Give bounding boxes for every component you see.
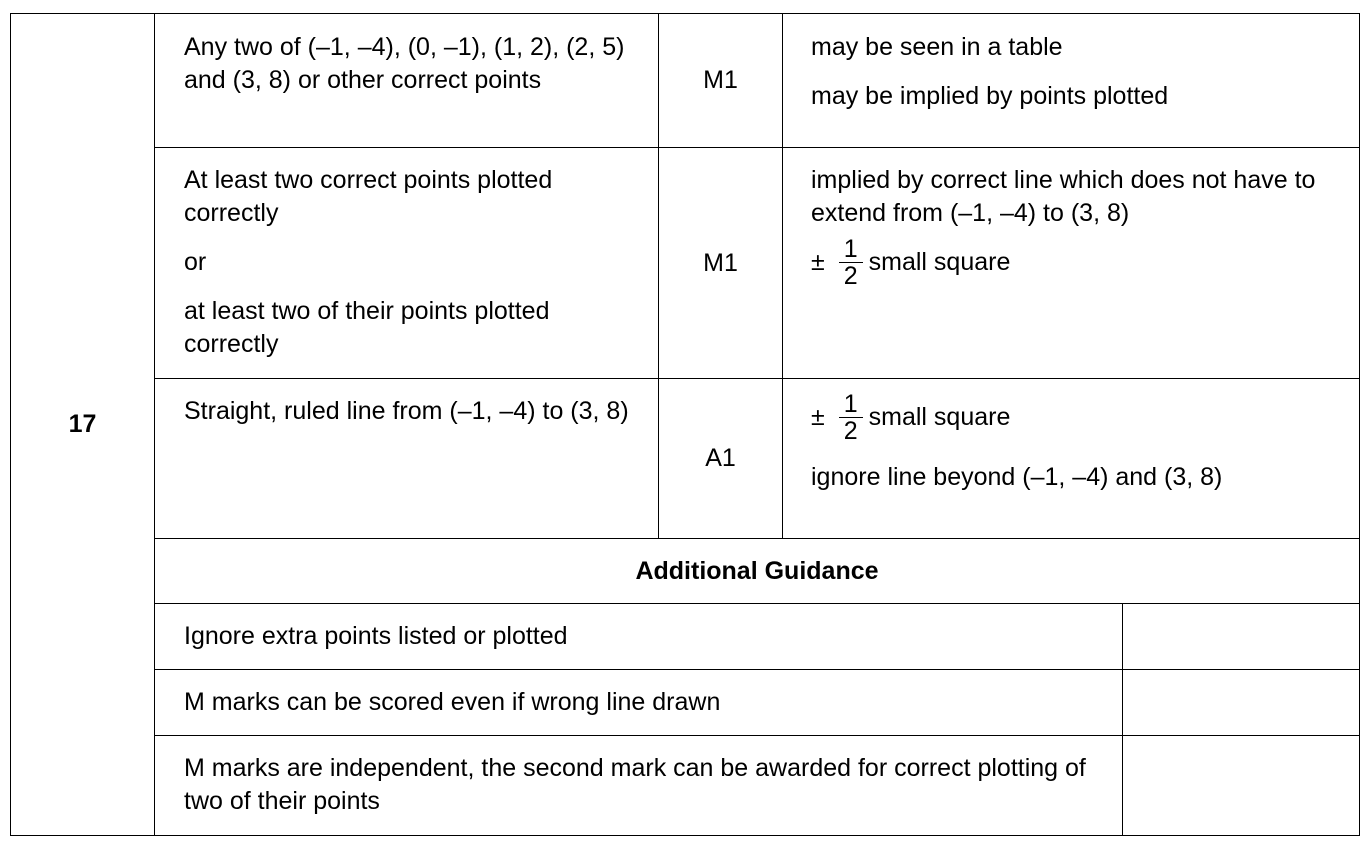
comment-text: may be seen in a table — [811, 33, 1063, 61]
guidance-text-cell — [155, 670, 1123, 736]
guidance-heading-row — [11, 539, 1360, 604]
fraction — [839, 389, 863, 445]
guidance-text: Ignore extra points listed or plotted — [184, 622, 568, 650]
comment-cell-3 — [783, 379, 1360, 539]
working-text: Any two of (–1, –4), (0, –1), (1, 2), (2, 5) and (3, 8) or other correct points — [184, 33, 625, 94]
guidance-row — [11, 736, 1360, 836]
plus-minus-symbol: ± — [811, 402, 825, 431]
working-text: or — [184, 248, 207, 276]
plus-minus-symbol: ± — [811, 247, 825, 276]
working-cell-2 — [155, 148, 659, 379]
comment-text: ignore line beyond (–1, –4) and (3, 8) — [811, 463, 1223, 491]
working-text: At least two correct points plotted correctly — [184, 166, 553, 227]
mark-label: A1 — [705, 444, 736, 472]
comment-text: may be implied by points plotted — [811, 82, 1169, 110]
mark-cell-3 — [659, 379, 783, 539]
working-text: Straight, ruled line from (–1, –4) to (3, 8) — [184, 397, 629, 425]
fraction-denominator: 2 — [843, 261, 858, 290]
guidance-text: M marks can be scored even if wrong line drawn — [184, 688, 721, 716]
question-number-cell — [11, 14, 155, 836]
guidance-heading: Additional Guidance — [635, 556, 879, 585]
guidance-row — [11, 604, 1360, 670]
mark-cell-1 — [659, 14, 783, 148]
comment-cell-1 — [783, 14, 1360, 148]
mark-label: M1 — [703, 248, 738, 277]
guidance-row — [11, 670, 1360, 736]
mark-row-2 — [11, 148, 1360, 379]
tolerance-line — [811, 230, 1349, 294]
comment-text: small square — [868, 402, 1011, 431]
guidance-mark-cell — [1123, 736, 1360, 836]
working-cell-1 — [155, 14, 659, 148]
mark-scheme-table — [10, 13, 1360, 836]
mark-label: M1 — [703, 66, 738, 94]
fraction-numerator: 1 — [839, 392, 863, 418]
working-cell-3 — [155, 379, 659, 539]
fraction-numerator: 1 — [839, 237, 863, 263]
fraction — [839, 234, 863, 290]
guidance-mark-cell — [1123, 604, 1360, 670]
comment-cell-2 — [783, 148, 1360, 379]
question-number: 17 — [68, 410, 97, 438]
mark-cell-2 — [659, 148, 783, 379]
guidance-text-cell — [155, 604, 1123, 670]
tolerance-line — [811, 385, 1349, 449]
guidance-text-cell — [155, 736, 1123, 836]
fraction-denominator: 2 — [843, 416, 858, 445]
guidance-text: M marks are independent, the second mark can be awarded for correct plotting of two of their points — [184, 754, 1086, 815]
mark-row-3 — [11, 379, 1360, 539]
comment-text: small square — [868, 247, 1011, 276]
guidance-mark-cell — [1123, 670, 1360, 736]
guidance-heading-cell — [155, 539, 1360, 604]
mark-row-1 — [11, 14, 1360, 148]
working-text: at least two of their points plotted correctly — [184, 297, 550, 358]
comment-text: implied by correct line which does not have to extend from (–1, –4) to (3, 8) — [811, 166, 1316, 227]
